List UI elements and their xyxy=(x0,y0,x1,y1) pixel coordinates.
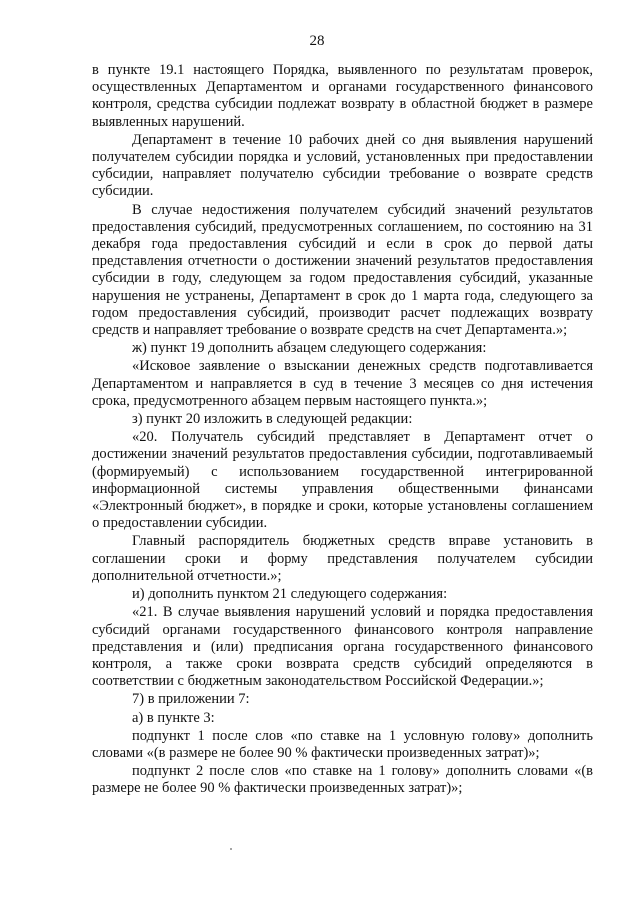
paragraph-department-deadline: Департамент в течение 10 рабочих дней со дня выявления нарушений получателем субсидии порядка и условий, установленных при предоставлении субсидии, направляет получателю субсидии требование о возврате средств субсидии. xyxy=(92,131,593,200)
scan-speck xyxy=(230,848,232,850)
paragraph-non-achievement: В случае недостижения получателем субсидий значений результатов предоставления субсидий, предусмотренных соглашением, по состоянию на 31 декабря года предоставления субсидий и если в срок до первой даты представления отчетности о достижении значений результатов предоставления субсидии в году, следующем за годом предоставления субсидий, указанные нарушения не устранены, Департамент в срок до 1 марта года, следующего за годом предоставления субсидий, производит расчет подлежащих возврату средств и направляет требование о возврате средств на счет Департамента.»; xyxy=(92,201,593,339)
paragraph-main-manager: Главный распорядитель бюджетных средств вправе установить в соглашении сроки и форму представления получателем субсидии дополнительной отчетности.»; xyxy=(92,533,593,584)
paragraph-subpoint-1: подпункт 1 после слов «по ставке на 1 условную голову» дополнить словами «(в размере не более 90 % фактически произведенных затрат)»; xyxy=(92,727,593,761)
paragraph-subpoint-2: подпункт 2 после слов «по ставке на 1 голову» дополнить словами «(в размере не более 90 % фактически произведенных затрат)»; xyxy=(92,763,593,797)
document-body xyxy=(92,62,593,798)
item-z: з) пункт 20 изложить в следующей редакции: xyxy=(132,411,413,428)
item-i: и) дополнить пунктом 21 следующего содержания: xyxy=(132,586,448,603)
paragraph-lawsuit: «Исковое заявление о взыскании денежных средств подготавливается Департаментом и направляется в суд в течение 3 месяцев со дня истечения срока, предусмотренного абзацем первым настоящего пункта.»; xyxy=(92,358,593,409)
paragraph-point-21: «21. В случае выявления нарушений условий и порядка предоставления субсидий органами государственного финансового контроля направление представления и (или) предписания органа государственного финансового контроля, а также сроки возврата средств субсидий определяются в соответствии с бюджетным законодательством Российской Федерации.»; xyxy=(92,604,593,690)
item-7: 7) в приложении 7: xyxy=(132,691,250,708)
page-number: 28 xyxy=(309,33,325,49)
item-a: а) в пункте 3: xyxy=(132,709,215,726)
paragraph-continuation: в пункте 19.1 настоящего Порядка, выявленного по результатам проверок, осуществленных Департаментом и органами государственного финансового контроля, средства субсидии подлежат возврату в областной бюджет в размере выявленных нарушений. xyxy=(92,62,593,130)
item-zh: ж) пункт 19 дополнить абзацем следующего содержания: xyxy=(132,340,487,357)
paragraph-point-20: «20. Получатель субсидий представляет в Департамент отчет о достижении значений результатов предоставления субсидии, подготавливаемый (формируемый) с использованием государственной интегрированной информационной системы управления общественными финансами «Электронный бюджет», в порядке и сроки, которые установлены соглашением о предоставлении субсидии. xyxy=(92,429,593,532)
